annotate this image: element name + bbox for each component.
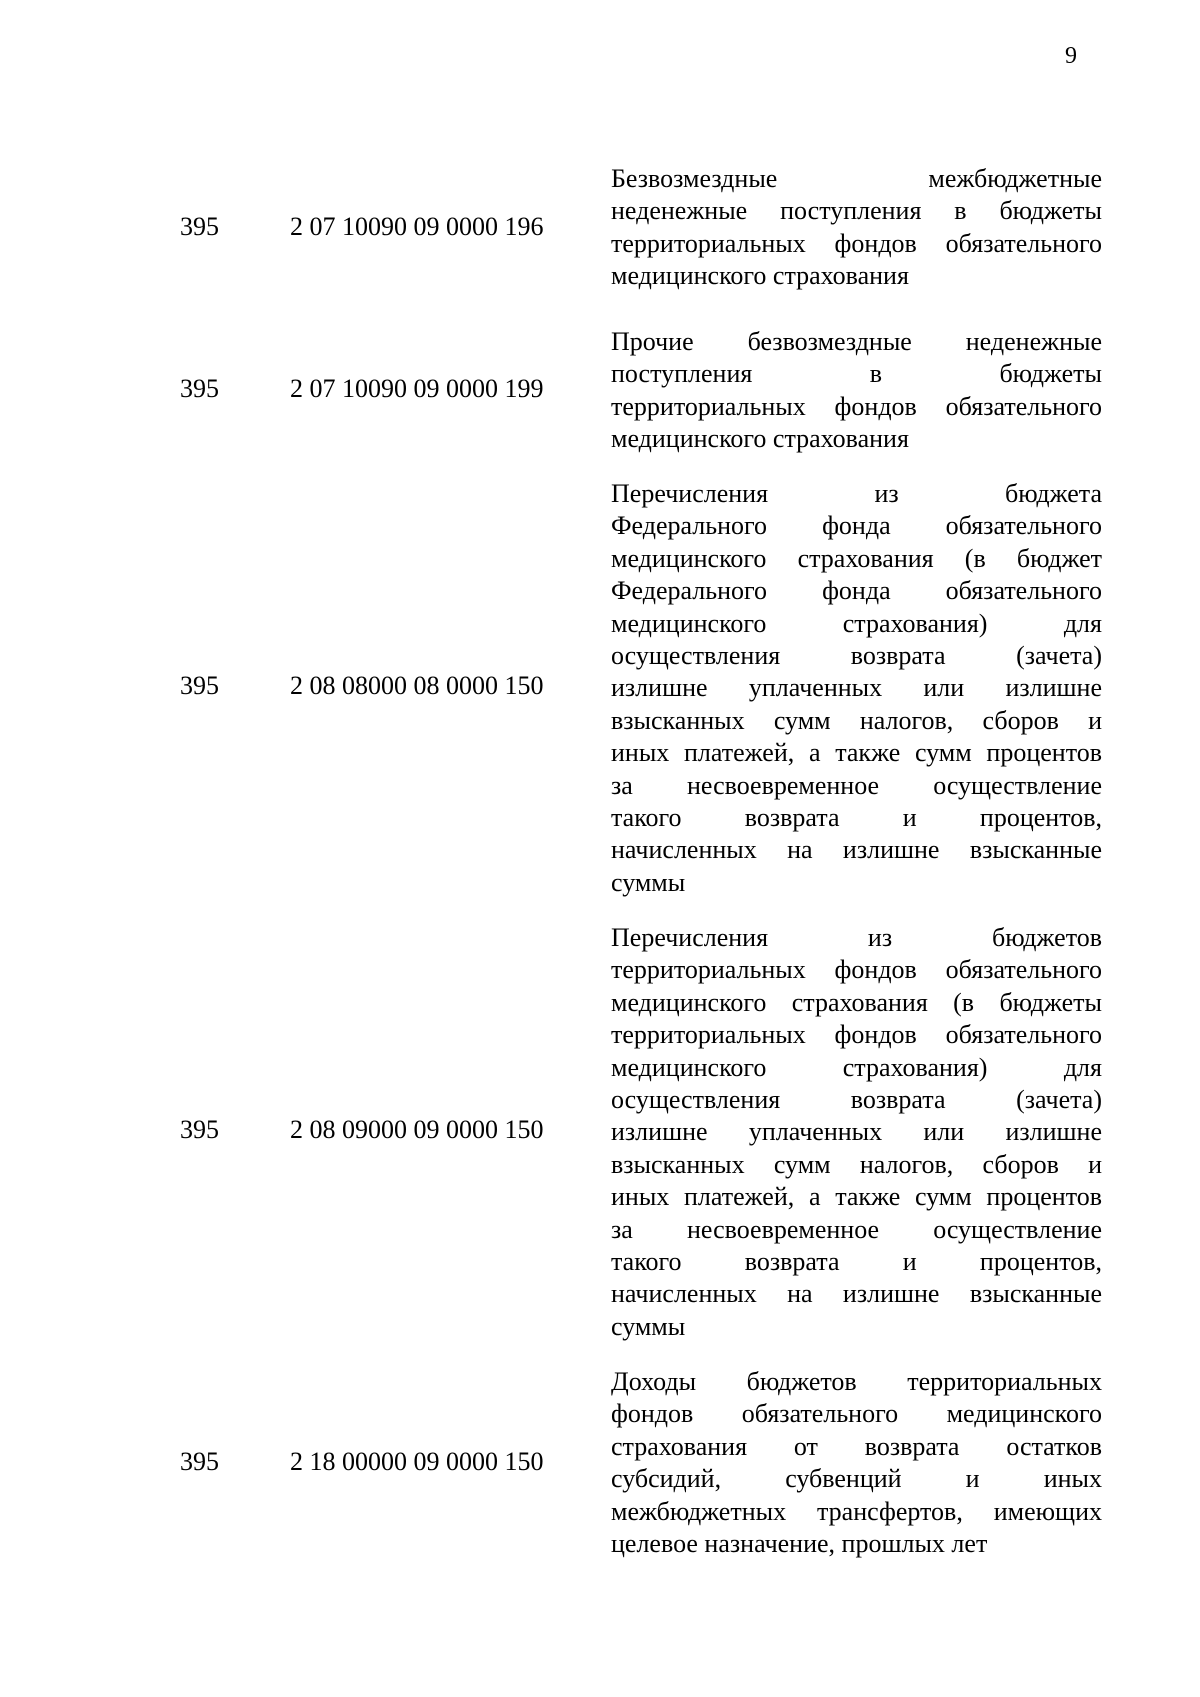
admin-code: 395 xyxy=(180,671,219,700)
description-line: медицинского страхования) для xyxy=(611,608,1102,638)
income-description xyxy=(611,326,1102,456)
description-line: такого возврата и процентов, xyxy=(611,1246,1102,1276)
admin-code: 395 xyxy=(180,1447,219,1476)
description-line: Федерального фонда обязательного xyxy=(611,511,1102,541)
description-line: начисленных на излишне взысканные xyxy=(611,1279,1102,1309)
income-description xyxy=(611,922,1102,1343)
description-line: осуществления возврата (зачета) xyxy=(611,1084,1102,1114)
budget-classification-code: 2 07 10090 09 0000 199 xyxy=(290,374,544,403)
description-line: иных платежей, а также сумм процентов xyxy=(611,738,1102,768)
income-description xyxy=(611,163,1102,293)
page-number: 9 xyxy=(1065,43,1077,69)
description-line: медицинского страхования (в бюджет xyxy=(611,543,1102,573)
budget-classification-code: 2 18 00000 09 0000 150 xyxy=(290,1447,544,1476)
description-line: излишне уплаченных или излишне xyxy=(611,673,1102,703)
description-line: Перечисления из бюджета xyxy=(611,479,1102,508)
description-line: взысканных сумм налогов, сборов и xyxy=(611,705,1102,735)
description-line: территориальных фондов обязательного xyxy=(611,955,1102,985)
description-line: неденежные поступления в бюджеты xyxy=(611,196,1102,226)
description-line: Федерального фонда обязательного xyxy=(611,576,1102,606)
description-line: Доходы бюджетов территориальных xyxy=(611,1367,1102,1396)
description-line: медицинского страхования (в бюджеты xyxy=(611,987,1102,1017)
description-line: Прочие безвозмездные неденежные xyxy=(611,327,1102,356)
description-line: за несвоевременное осуществление xyxy=(611,770,1102,800)
admin-code: 395 xyxy=(180,212,219,241)
description-line: взысканных сумм налогов, сборов и xyxy=(611,1149,1102,1179)
description-line: медицинского страхования xyxy=(611,424,909,454)
budget-classification-code: 2 07 10090 09 0000 196 xyxy=(290,212,544,241)
description-line: Безвозмездные межбюджетные xyxy=(611,164,1102,193)
admin-code: 395 xyxy=(180,374,219,403)
description-line: иных платежей, а также сумм процентов xyxy=(611,1182,1102,1212)
budget-classification-code: 2 08 08000 08 0000 150 xyxy=(290,671,544,700)
description-line: за несвоевременное осуществление xyxy=(611,1214,1102,1244)
description-line: территориальных фондов обязательного xyxy=(611,228,1102,258)
admin-code: 395 xyxy=(180,1115,219,1144)
description-line: суммы xyxy=(611,867,686,897)
description-line: медицинского страхования xyxy=(611,261,909,291)
description-line: излишне уплаченных или излишне xyxy=(611,1117,1102,1147)
income-description xyxy=(611,478,1102,899)
budget-classification-code: 2 08 09000 09 0000 150 xyxy=(290,1115,544,1144)
description-line: фондов обязательного медицинского xyxy=(611,1399,1102,1429)
description-line: межбюджетных трансфертов, имеющих xyxy=(611,1496,1102,1526)
description-line: медицинского страхования) для xyxy=(611,1052,1102,1082)
income-description xyxy=(611,1366,1102,1560)
description-line: суммы xyxy=(611,1311,686,1341)
description-line: территориальных фондов обязательного xyxy=(611,391,1102,421)
description-line: целевое назначение, прошлых лет xyxy=(611,1528,988,1558)
description-line: начисленных на излишне взысканные xyxy=(611,835,1102,865)
description-line: такого возврата и процентов, xyxy=(611,802,1102,832)
description-line: осуществления возврата (зачета) xyxy=(611,640,1102,670)
description-line: поступления в бюджеты xyxy=(611,359,1102,389)
description-line: Перечисления из бюджетов xyxy=(611,923,1102,952)
description-line: страхования от возврата остатков xyxy=(611,1431,1102,1461)
description-line: территориальных фондов обязательного xyxy=(611,1020,1102,1050)
description-line: субсидий, субвенций и иных xyxy=(611,1464,1102,1494)
